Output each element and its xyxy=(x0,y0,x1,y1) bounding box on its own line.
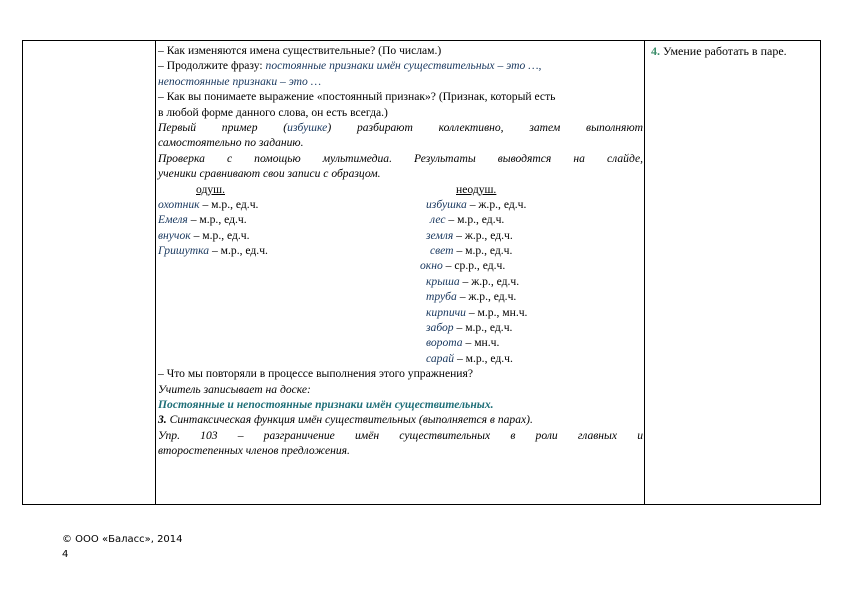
inanimate-word-grammar: – ж.р., ед.ч. xyxy=(453,228,513,242)
word-row xyxy=(158,197,643,212)
animate-word: Емеля xyxy=(158,213,188,227)
first-example-line: Первый пример (избушке) разбирают коллективно, затем выполняют xyxy=(158,120,643,134)
word-row xyxy=(158,320,643,335)
word-list xyxy=(158,197,643,366)
word-row xyxy=(158,289,643,304)
repeat-question: – Что мы повторяли в процессе выполнения этого упражнения? xyxy=(158,367,473,381)
inanimate-word-grammar: – м.р., ед.ч. xyxy=(453,244,513,258)
word-row xyxy=(158,228,643,243)
question-line: – Как изменяются имена существительные? (По числам.) xyxy=(158,44,442,57)
inanimate-word-grammar: – ж.р., ед.ч. xyxy=(466,197,527,211)
constant-answer-line: в любой форме данного слова, он есть всегда.) xyxy=(158,105,388,119)
animate-word: Гришутка xyxy=(158,244,210,258)
inanimate-word-entry xyxy=(426,351,513,366)
continue-phrase-line: – Продолжите фразу: постоянные признаки имён существительных – это …, xyxy=(158,59,542,73)
animate-word-entry xyxy=(158,243,268,258)
inanimate-word: лес xyxy=(430,213,446,227)
word-row xyxy=(158,335,643,350)
inanimate-word-entry xyxy=(426,228,513,243)
inanimate-word: земля xyxy=(426,228,454,242)
inanimate-word: окно xyxy=(420,259,443,273)
header-row xyxy=(158,182,643,197)
inanimate-word: свет xyxy=(430,244,454,258)
inanimate-word-grammar: – м.р., ед.ч. xyxy=(445,213,505,227)
nonconstant-line: непостоянные признаки – это … xyxy=(158,74,322,88)
inanimate-word-grammar: – м.р., мн.ч. xyxy=(465,305,528,319)
main-column xyxy=(158,43,643,459)
column-divider-right xyxy=(644,41,645,504)
inanimate-word-entry xyxy=(430,212,504,227)
inanimate-word-grammar: – м.р., ед.ч. xyxy=(453,321,513,335)
right-column xyxy=(651,44,816,59)
exercise-line-2: второстепенных членов предложения. xyxy=(158,444,350,458)
animate-word-entry xyxy=(158,212,247,227)
inanimate-word-entry xyxy=(430,243,512,258)
constant-question-line: – Как вы понимаете выражение «постоянный признак»? (Признак, который есть xyxy=(158,90,556,104)
word-row xyxy=(158,212,643,227)
inanimate-word-entry xyxy=(420,258,505,273)
word-row xyxy=(158,305,643,320)
skill-number: 4. xyxy=(651,44,660,58)
inanimate-word-entry xyxy=(426,274,519,289)
column-divider-left xyxy=(155,41,156,504)
compare-line: ученики сравнивают свои записи с образцом. xyxy=(158,167,381,181)
inanimate-word-grammar: – мн.ч. xyxy=(462,336,500,350)
inanimate-word-entry xyxy=(426,320,512,335)
word-row xyxy=(158,243,643,258)
animate-word-grammar: – м.р., ед.ч. xyxy=(187,213,247,227)
page-number: 4 xyxy=(62,549,69,560)
inanimate-word: кирпичи xyxy=(426,305,466,319)
word-row xyxy=(158,274,643,289)
animate-header: одуш. xyxy=(196,182,225,196)
inanimate-word-entry xyxy=(426,197,526,212)
inanimate-word: избушка xyxy=(426,197,467,211)
inanimate-word: труба xyxy=(426,290,457,304)
skill-text: Умение работать в паре. xyxy=(660,44,787,58)
task-line: 3. Синтаксическая функция имён существительных (выполняется в парах). xyxy=(158,413,533,427)
animate-word-entry xyxy=(158,197,258,212)
word-row xyxy=(158,351,643,366)
independent-line: самостоятельно по заданию. xyxy=(158,136,304,150)
board-text: Постоянные и непостоянные признаки имён существительных. xyxy=(158,397,494,411)
inanimate-word-entry xyxy=(426,289,516,304)
inanimate-word-grammar: – ж.р., ед.ч. xyxy=(456,290,517,304)
inanimate-word-grammar: – м.р., ед.ч. xyxy=(454,351,513,365)
animate-word-grammar: – м.р., ед.ч. xyxy=(199,197,259,211)
inanimate-word: крыша xyxy=(426,274,460,288)
animate-word: внучок xyxy=(158,228,191,242)
inanimate-word: сарай xyxy=(426,351,455,365)
inanimate-header: неодуш. xyxy=(456,182,497,196)
teacher-note: Учитель записывает на доске: xyxy=(158,382,311,396)
inanimate-word: ворота xyxy=(426,336,463,350)
inanimate-word-grammar: – ср.р., ед.ч. xyxy=(442,259,506,273)
animate-word-grammar: – м.р., ед.ч. xyxy=(190,228,250,242)
animate-word-grammar: – м.р., ед.ч. xyxy=(209,244,268,258)
inanimate-word: забор xyxy=(426,321,454,335)
word-row xyxy=(158,258,643,273)
animate-word: охотник xyxy=(158,197,200,211)
inanimate-word-grammar: – ж.р., ед.ч. xyxy=(459,274,520,288)
inanimate-word-entry xyxy=(426,335,499,350)
copyright: © ООО «Баласс», 2014 xyxy=(62,534,183,545)
lesson-table xyxy=(22,40,821,505)
exercise-line-1: Упр. 103 – разграничение имён существительных в роли главных и xyxy=(158,428,643,442)
check-line: Проверка с помощью мультимедиа. Результаты выводятся на слайде, xyxy=(158,151,643,165)
inanimate-word-entry xyxy=(426,305,527,320)
animate-word-entry xyxy=(158,228,250,243)
